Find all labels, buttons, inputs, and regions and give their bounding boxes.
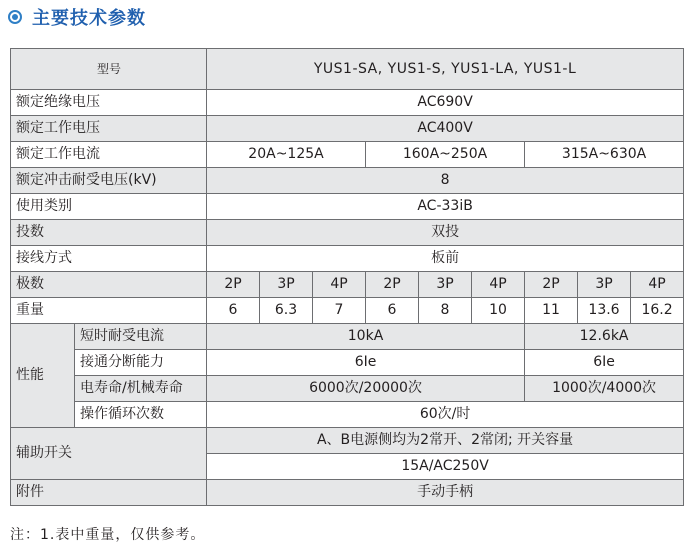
row-label: 短时耐受电流 [75,324,207,350]
model-label: 型号 [11,49,207,90]
weight-cell: 8 [419,298,472,324]
row-label: 投数 [11,220,207,246]
performance-label: 性能 [11,324,75,428]
row-label: 接通分断能力 [75,350,207,376]
table-row-poles [11,272,684,298]
row-value: 6Ie [525,350,684,376]
table-row-working-current [11,142,684,168]
row-value: 12.6kA [525,324,684,350]
row-value: AC-33iB [207,194,684,220]
row-label: 附件 [11,480,207,506]
pole-cell: 3P [578,272,631,298]
table-row-working-voltage [11,116,684,142]
row-value: 6000次/20000次 [207,376,525,402]
pole-cell: 2P [207,272,260,298]
row-value: 20A~125A [207,142,366,168]
row-label: 额定工作电流 [11,142,207,168]
row-value: 1000次/4000次 [525,376,684,402]
row-value: 8 [207,168,684,194]
row-label: 接线方式 [11,246,207,272]
row-label: 操作循环次数 [75,402,207,428]
table-row-making-breaking [11,350,684,376]
table-row-accessory [11,480,684,506]
row-value: 手动手柄 [207,480,684,506]
table-row-category [11,194,684,220]
row-value: 6Ie [207,350,525,376]
weight-cell: 16.2 [631,298,684,324]
row-label: 额定工作电压 [11,116,207,142]
weight-cell: 6.3 [260,298,313,324]
row-value: A、B电源侧均为2常开、2常闭; 开关容量 [207,428,684,454]
aux-switch-label: 辅助开关 [11,428,207,480]
row-value: 160A~250A [366,142,525,168]
row-value: 60次/时 [207,402,684,428]
row-value: 板前 [207,246,684,272]
row-label: 额定冲击耐受电压(kV) [11,168,207,194]
model-value: YUS1-SA, YUS1-S, YUS1-LA, YUS1-L [207,49,684,90]
pole-cell: 3P [260,272,313,298]
weight-cell: 10 [472,298,525,324]
row-value: AC690V [207,90,684,116]
weight-cell: 11 [525,298,578,324]
weight-cell: 6 [366,298,419,324]
row-value: 15A/AC250V [207,454,684,480]
row-label: 极数 [11,272,207,298]
pole-cell: 3P [419,272,472,298]
circle-bullet-icon [8,10,22,24]
table-row-life [11,376,684,402]
weight-cell: 13.6 [578,298,631,324]
row-label: 重量 [11,298,207,324]
row-value: 双投 [207,220,684,246]
table-row-cycles [11,402,684,428]
pole-cell: 2P [525,272,578,298]
row-label: 电寿命/机械寿命 [75,376,207,402]
weight-cell: 6 [207,298,260,324]
table-row-model [11,49,684,90]
table-row-throws [11,220,684,246]
table-row-wiring [11,246,684,272]
table-row-impulse-voltage [11,168,684,194]
table-row-weight [11,298,684,324]
section-title-text: 主要技术参数 [32,8,146,29]
pole-cell: 4P [472,272,525,298]
row-label: 使用类别 [11,194,207,220]
row-value: 315A~630A [525,142,684,168]
table-row-insulation-voltage [11,90,684,116]
pole-cell: 2P [366,272,419,298]
pole-cell: 4P [313,272,366,298]
row-value: AC400V [207,116,684,142]
row-label: 额定绝缘电压 [11,90,207,116]
table-row-aux-switch-1 [11,428,684,454]
row-value: 10kA [207,324,525,350]
section-title [8,4,146,30]
weight-cell: 7 [313,298,366,324]
table-row-short-time-current [11,324,684,350]
spec-table [10,48,684,506]
footnote: 注：1.表中重量，仅供参考。 [10,527,206,543]
pole-cell: 4P [631,272,684,298]
